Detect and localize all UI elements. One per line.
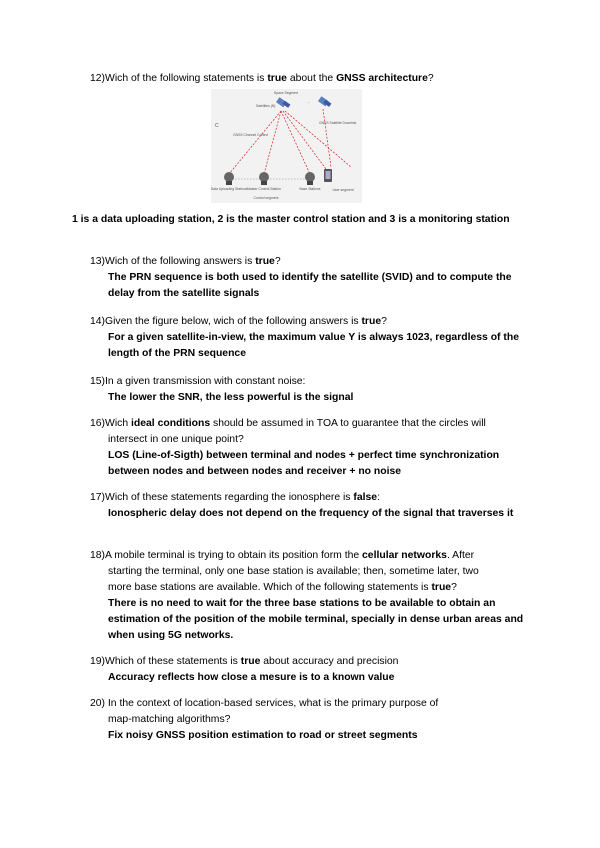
emphasis: GNSS architecture bbox=[336, 73, 428, 84]
question-text: starting the terminal, only one base station is available; then, sometime later, two bbox=[108, 566, 479, 577]
answer: For a given satellite-in-view, the maximum value Y is always 1023, regardless of the length of the PRN sequence bbox=[108, 332, 519, 359]
question-text: Wich of the following answers is bbox=[105, 256, 256, 267]
question-text: ? bbox=[274, 256, 281, 267]
ellipsis-label: … bbox=[307, 100, 311, 104]
question-19 bbox=[90, 654, 540, 686]
downlink-label: GNSS Satellite Downlink bbox=[319, 121, 357, 125]
question-20 bbox=[90, 696, 540, 744]
question-text: intersect in one unique point? bbox=[108, 434, 244, 445]
question-text: more base stations are available. Which of the following statements is bbox=[108, 582, 432, 593]
emphasis: false bbox=[353, 492, 378, 503]
question-14 bbox=[90, 314, 540, 362]
answer: The PRN sequence is both used to identify the satellite (SVID) and to compute the delay from the satellite signals bbox=[108, 272, 512, 299]
emphasis: ideal conditions bbox=[131, 418, 211, 429]
question-12 bbox=[90, 71, 540, 87]
emphasis: true bbox=[240, 656, 261, 667]
answer: LOS (Line-of-Sigth) between terminal and nodes + perfect time synchronization between nodes and between nodes and receiver + no noise bbox=[108, 450, 500, 477]
question-number: 14) bbox=[90, 316, 106, 327]
question-number: 20) bbox=[90, 698, 106, 709]
station-2-label: Master Control Station bbox=[247, 187, 281, 191]
question-text: Wich of the following statements is bbox=[105, 73, 268, 84]
answer: Ionospheric delay does not depend on the frequency of the signal that traverses it bbox=[108, 508, 514, 519]
question-text: ? bbox=[451, 582, 457, 593]
question-text: Given the figure below, wich of the following answers is bbox=[105, 316, 362, 327]
question-text: : bbox=[377, 492, 380, 503]
station-1-label: Data Uploading Stations bbox=[211, 187, 248, 191]
question-number: 17) bbox=[90, 492, 106, 503]
space-segment-label: Space Segment bbox=[273, 91, 299, 95]
gnss-architecture-figure bbox=[211, 89, 362, 203]
question-number: 18) bbox=[90, 550, 106, 561]
question-number: 19) bbox=[90, 656, 106, 667]
question-16 bbox=[90, 416, 540, 480]
question-text: Wich of these statements regarding the ionosphere is bbox=[105, 492, 354, 503]
question-text: about the bbox=[286, 73, 337, 84]
question-18 bbox=[90, 548, 540, 644]
answer: The lower the SNR, the less powerful is the signal bbox=[108, 392, 354, 403]
c-mark: C bbox=[215, 123, 219, 129]
question-number: 12) bbox=[90, 73, 106, 84]
answer: Accuracy reflects how close a mesure is to a known value bbox=[108, 672, 395, 683]
emphasis: true bbox=[361, 316, 382, 327]
question-text: Wich bbox=[105, 418, 132, 429]
question-13 bbox=[90, 254, 540, 302]
control-segment-label: Control segment bbox=[253, 196, 279, 200]
question-text: Which of these statements is bbox=[105, 656, 241, 667]
question-number: 16) bbox=[90, 418, 106, 429]
control-link-label: GNSS Channel Control bbox=[233, 133, 269, 137]
question-text: map-matching algorithms? bbox=[108, 714, 231, 725]
question-text: should be assumed in TOA to guarantee that the circles will bbox=[210, 418, 486, 429]
answer: There is no need to wait for the three base stations to be available to obtain an estimation of the position of the mobile terminal, specially in dense urban areas and when using 5G networks. bbox=[108, 598, 524, 641]
question-text: In a given transmission with constant noise: bbox=[105, 376, 306, 387]
question-text: . After bbox=[446, 550, 475, 561]
question-15 bbox=[90, 374, 540, 406]
question-number: 15) bbox=[90, 376, 106, 387]
gnss-diagram bbox=[211, 89, 362, 203]
question-text: In the context of location-based services, what is the primary purpose of bbox=[105, 698, 439, 709]
station-3-label: Base Stations bbox=[299, 187, 321, 191]
emphasis: true bbox=[255, 256, 275, 267]
question-12-answer: 1 is a data uploading station, 2 is the master control station and 3 is a monitoring station bbox=[72, 214, 510, 225]
emphasis: cellular networks bbox=[362, 550, 447, 561]
emphasis: true bbox=[267, 73, 287, 84]
user-segment-label: User segment bbox=[332, 188, 354, 192]
question-text: about accuracy and precision bbox=[260, 656, 399, 667]
answer: Fix noisy GNSS position estimation to road or street segments bbox=[108, 730, 418, 741]
question-text: ? bbox=[381, 316, 387, 327]
question-17 bbox=[90, 490, 540, 522]
question-number: 13) bbox=[90, 256, 106, 267]
phone-icon bbox=[324, 169, 332, 182]
question-text: A mobile terminal is trying to obtain its position form the bbox=[105, 550, 363, 561]
satellites-label: Satellites (N) bbox=[256, 104, 276, 108]
emphasis: true bbox=[431, 582, 452, 593]
question-text: ? bbox=[427, 73, 434, 84]
